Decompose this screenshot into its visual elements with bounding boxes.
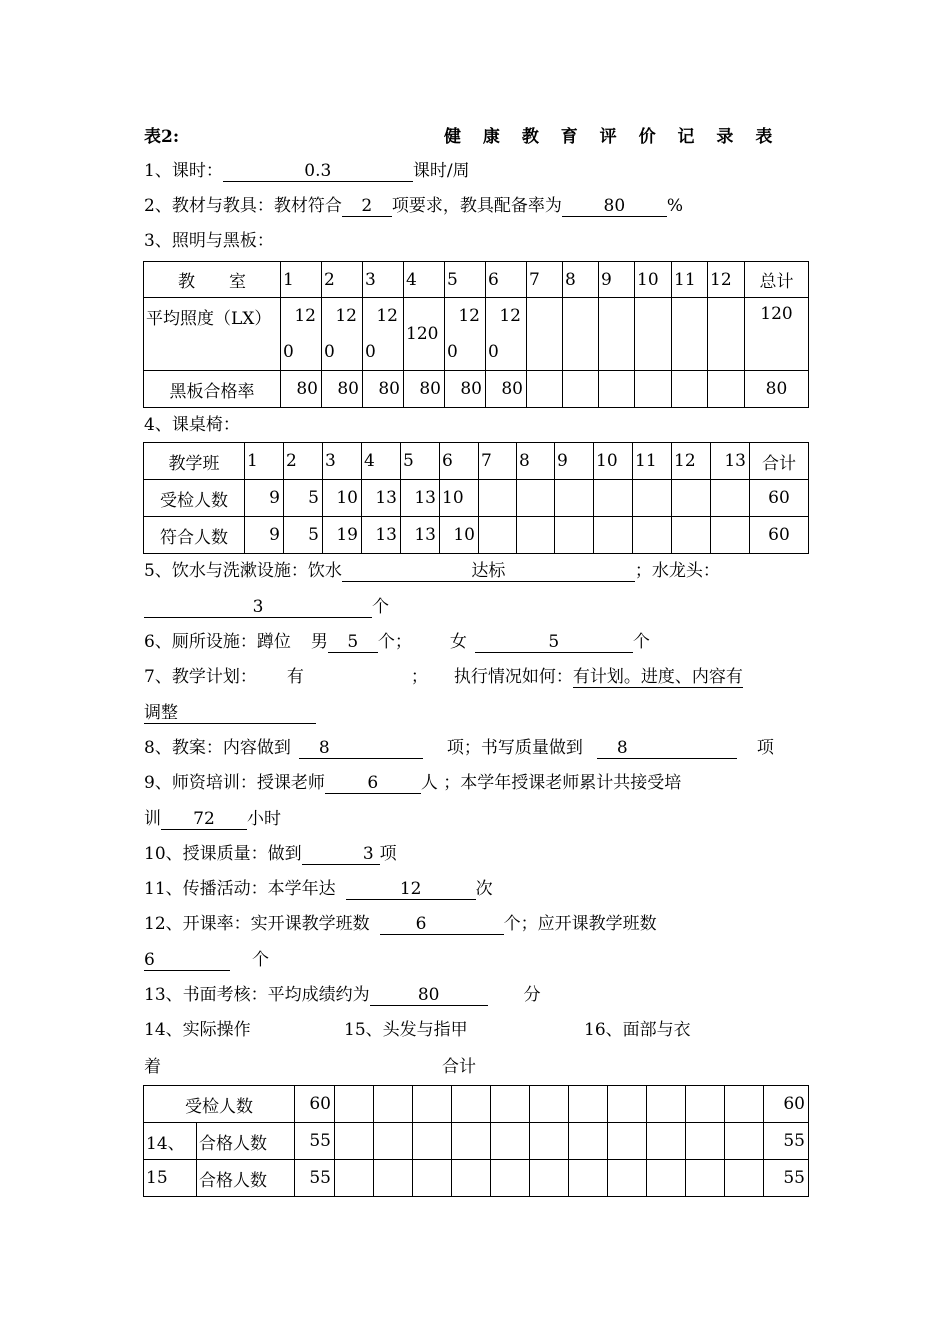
- table-row: [144, 371, 809, 408]
- item-practice-total: 合计: [442, 1057, 476, 1077]
- page-title: 健 康 教 育 评 价 记 录 表: [444, 127, 781, 147]
- item-course-rate-cont: 6 个: [144, 950, 269, 970]
- header-cell: 11: [633, 443, 672, 480]
- header-cell: 4: [404, 262, 445, 298]
- table-cell: 60: [295, 1086, 335, 1123]
- male-value: 5: [328, 632, 378, 653]
- table-cell: [633, 480, 672, 517]
- header-cell: 10: [594, 443, 633, 480]
- table-cell: [635, 298, 672, 371]
- table-cell: [725, 1086, 764, 1123]
- table-cell: [563, 371, 599, 408]
- lighting-table: [143, 261, 809, 408]
- table-row: [144, 1086, 809, 1123]
- table-cell: [479, 480, 517, 517]
- table-cell: 80: [281, 371, 322, 408]
- item-textbooks: 2、教材与教具：教材符合 2 项要求，教具配备率为 80 %: [144, 196, 683, 216]
- row-label: 合格人数: [197, 1160, 295, 1197]
- table-cell: 80: [322, 371, 363, 408]
- table-cell: 5: [284, 480, 323, 517]
- table-cell: 12 0: [363, 298, 404, 371]
- item-practice-d: 着: [144, 1057, 161, 1077]
- table-cell: [686, 1086, 725, 1123]
- desks-table: [143, 442, 809, 554]
- header-cell: 5: [401, 443, 440, 480]
- table-cell: [647, 1160, 686, 1197]
- table-cell: 9: [245, 517, 284, 554]
- table-cell: [594, 480, 633, 517]
- header-cell: 总计: [745, 262, 809, 298]
- table-cell: 80: [404, 371, 445, 408]
- header-cell: 6: [486, 262, 527, 298]
- table-row: [144, 443, 809, 480]
- table-cell: [672, 517, 711, 554]
- table-cell: [708, 371, 745, 408]
- header-cell: 教学班: [144, 443, 245, 480]
- table-cell: 12 0: [486, 298, 527, 371]
- table-cell: [555, 517, 594, 554]
- item-practice-a: 14、实际操作: [144, 1020, 251, 1040]
- header-cell: 2: [284, 443, 323, 480]
- table-cell: [708, 298, 745, 371]
- header-cell: 3: [363, 262, 404, 298]
- table-cell: [594, 517, 633, 554]
- board-label: 黑板合格率: [144, 371, 281, 408]
- table-cell: [335, 1086, 374, 1123]
- plan-value: 有: [286, 667, 304, 687]
- table-cell: [608, 1086, 647, 1123]
- item-desks-label: 4、课桌椅：: [144, 415, 240, 435]
- header-cell: 教 室: [144, 262, 281, 298]
- table-cell: [672, 371, 708, 408]
- table-cell: [569, 1123, 608, 1160]
- item-practice-c: 16、面部与衣: [584, 1020, 691, 1040]
- table-cell: [527, 371, 563, 408]
- header-cell: 6: [440, 443, 479, 480]
- table-cell: [374, 1160, 413, 1197]
- table-cell: [452, 1086, 491, 1123]
- table-cell: 80: [486, 371, 527, 408]
- table-cell: [569, 1086, 608, 1123]
- water-value: 达标: [342, 561, 635, 582]
- item-training: 9、师资培训：授课老师 6 人 ；本学年授课老师累计共接受培: [144, 773, 682, 793]
- table-cell: [527, 298, 563, 371]
- header-cell: 7: [479, 443, 517, 480]
- table-cell: [647, 1123, 686, 1160]
- table-row: [144, 298, 809, 371]
- textbook-value: 2: [342, 196, 392, 217]
- quality-items-value: 3: [302, 844, 380, 865]
- plan-exec-line2: 调整: [144, 703, 316, 724]
- table-cell: [725, 1123, 764, 1160]
- practice-table: [143, 1085, 809, 1197]
- table-cell: [635, 371, 672, 408]
- table-cell: 120: [404, 298, 445, 371]
- table-number: 表2:: [144, 127, 180, 147]
- table-cell: [569, 1160, 608, 1197]
- table-cell: [491, 1160, 530, 1197]
- average-score-value: 80: [370, 985, 488, 1006]
- table-cell: 13: [401, 480, 440, 517]
- header-cell: 8: [517, 443, 555, 480]
- table-cell: 19: [323, 517, 362, 554]
- table-cell: 80: [363, 371, 404, 408]
- table-row: [144, 517, 809, 554]
- quality-value: 8: [597, 738, 737, 759]
- table-row: [144, 480, 809, 517]
- item-water: 5、饮水与洗漱设施：饮水 达标 ；水龙头：: [144, 561, 720, 581]
- illum-total: 120: [745, 298, 809, 371]
- table-cell: [686, 1123, 725, 1160]
- table-cell: 12 0: [445, 298, 486, 371]
- table-cell: [686, 1160, 725, 1197]
- table-cell: [672, 298, 708, 371]
- table-cell: 13: [401, 517, 440, 554]
- activities-value: 12: [346, 879, 476, 900]
- table-cell: [413, 1086, 452, 1123]
- header-cell: 9: [555, 443, 594, 480]
- table-cell: 10: [440, 517, 479, 554]
- table-cell: [711, 517, 750, 554]
- class-hours-value: 0.3: [223, 161, 413, 182]
- ok-label: 符合人数: [144, 517, 245, 554]
- header-cell: 合计: [750, 443, 809, 480]
- row-label: 合格人数: [197, 1123, 295, 1160]
- header-cell: 7: [527, 262, 563, 298]
- item-lesson-plan: 8、教案：内容做到 8 项；书写质量做到 8 项: [144, 738, 774, 758]
- header-cell: 12: [672, 443, 711, 480]
- header-cell: 8: [563, 262, 599, 298]
- table-cell: 9: [245, 480, 284, 517]
- table-cell: [491, 1086, 530, 1123]
- item-written-test: 13、书面考核：平均成绩约为 80 分: [144, 985, 541, 1005]
- table-cell: 13: [362, 480, 401, 517]
- table-cell: [711, 480, 750, 517]
- table-cell: [530, 1160, 569, 1197]
- table-row: [144, 262, 809, 298]
- table-cell: [608, 1123, 647, 1160]
- table-cell: [452, 1160, 491, 1197]
- table-cell: [335, 1123, 374, 1160]
- table-cell: 55: [295, 1160, 335, 1197]
- female-value: 5: [475, 632, 633, 653]
- header-cell: 5: [445, 262, 486, 298]
- table-cell: [413, 1123, 452, 1160]
- table-cell: [599, 371, 635, 408]
- header-cell: 3: [323, 443, 362, 480]
- table-cell: 12 0: [281, 298, 322, 371]
- item-water-taps: 3 个: [144, 596, 389, 618]
- table-cell: [517, 480, 555, 517]
- checked-label: 受检人数: [144, 480, 245, 517]
- table-cell: [374, 1123, 413, 1160]
- table-cell: [725, 1160, 764, 1197]
- row-number: 14、: [144, 1123, 197, 1160]
- item-quality: 10、授课质量：做到 3 项: [144, 844, 397, 864]
- table-cell: [563, 298, 599, 371]
- planned-classes-value: 6: [144, 950, 230, 971]
- table-row: [144, 1123, 809, 1160]
- teaching-aid-rate: 80: [562, 196, 667, 217]
- row-number: 15: [144, 1160, 197, 1197]
- item-lighting-label: 3、照明与黑板：: [144, 231, 274, 251]
- teachers-value: 6: [325, 773, 421, 794]
- header-cell: 12: [708, 262, 745, 298]
- table-row: [144, 1160, 809, 1197]
- item-class-hours: 1、课时： 0.3 课时/周: [144, 161, 470, 181]
- actual-classes-value: 6: [380, 914, 504, 935]
- item-plan-cont: [144, 702, 316, 724]
- ok-total: 60: [750, 517, 809, 554]
- table-cell: 55: [764, 1123, 809, 1160]
- header-cell: 2: [322, 262, 363, 298]
- table-cell: [452, 1123, 491, 1160]
- table-cell: 5: [284, 517, 323, 554]
- table-cell: 10: [323, 480, 362, 517]
- table-cell: [413, 1160, 452, 1197]
- item-activities: 11、传播活动：本学年达 12 次: [144, 879, 493, 899]
- header-cell: 1: [245, 443, 284, 480]
- taps-value: 3: [144, 597, 372, 618]
- item-practice-b: 15、头发与指甲: [344, 1020, 468, 1040]
- table-cell: [335, 1160, 374, 1197]
- table-cell: [555, 480, 594, 517]
- table-cell: 55: [764, 1160, 809, 1197]
- table-cell: 10: [440, 480, 479, 517]
- item-course-rate: 12、开课率：实开课教学班数 6 个；应开课教学班数: [144, 914, 657, 934]
- header-cell: 4: [362, 443, 401, 480]
- table-cell: [374, 1086, 413, 1123]
- board-total: 80: [745, 371, 809, 408]
- row-label: 受检人数: [144, 1086, 295, 1123]
- header-cell: 9: [599, 262, 635, 298]
- item-training-cont: 训 72 小时: [144, 809, 281, 829]
- table-cell: [530, 1086, 569, 1123]
- table-cell: [647, 1086, 686, 1123]
- content-value: 8: [299, 738, 423, 759]
- table-cell: [608, 1160, 647, 1197]
- header-cell: 11: [672, 262, 708, 298]
- table-cell: [672, 480, 711, 517]
- table-cell: 60: [764, 1086, 809, 1123]
- table-cell: 13: [362, 517, 401, 554]
- table-cell: [599, 298, 635, 371]
- table-cell: [633, 517, 672, 554]
- hours-value: 72: [161, 809, 247, 830]
- table-cell: [517, 517, 555, 554]
- plan-exec-line1: 有计划。进度、内容有: [572, 667, 743, 687]
- table-cell: 12 0: [322, 298, 363, 371]
- illum-label: 平均照度（LX）: [144, 298, 281, 371]
- table-cell: [479, 517, 517, 554]
- checked-total: 60: [750, 480, 809, 517]
- item-toilets: 6、厕所设施：蹲位 男 5 个； 女 5 个: [144, 632, 650, 652]
- table-cell: 55: [295, 1123, 335, 1160]
- table-cell: [530, 1123, 569, 1160]
- header-cell: 10: [635, 262, 672, 298]
- header-cell: 1: [281, 262, 322, 298]
- table-cell: 80: [445, 371, 486, 408]
- header-cell: 13: [711, 443, 750, 480]
- item-plan: 7、教学计划： 有 ； 执行情况如何：有计划。进度、内容有: [144, 667, 743, 687]
- table-cell: [491, 1123, 530, 1160]
